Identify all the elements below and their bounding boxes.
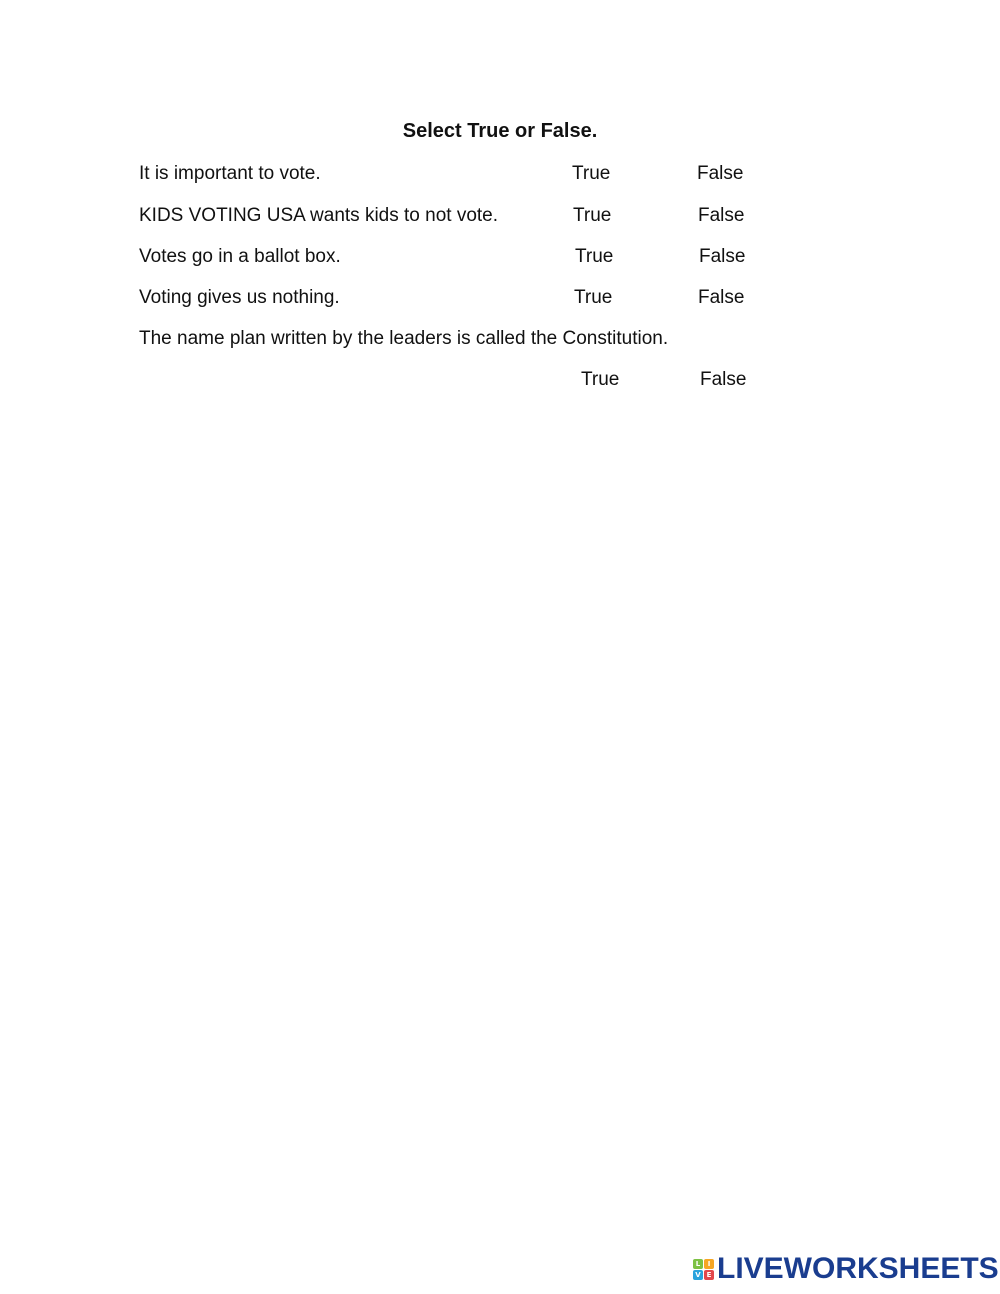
question-text: Voting gives us nothing. (139, 287, 340, 308)
false-option[interactable]: False (697, 163, 744, 184)
false-option[interactable]: False (698, 205, 745, 226)
question-row-1 (0, 161, 1000, 187)
true-option[interactable]: True (574, 287, 613, 308)
question-text: Votes go in a ballot box. (139, 246, 341, 267)
true-option[interactable]: True (573, 205, 612, 226)
liveworksheets-logo (693, 1252, 999, 1286)
true-option[interactable]: True (572, 163, 611, 184)
question-row-2 (0, 203, 1000, 229)
true-option[interactable]: True (575, 246, 614, 267)
worksheet-title: Select True or False. (402, 120, 598, 142)
logo-text: LIVEWORKSHEETS (717, 1252, 999, 1285)
logo-mark-letter: L (693, 1259, 703, 1269)
question-row-5-options (0, 367, 1000, 393)
logo-mark-letter: I (704, 1259, 714, 1269)
logo-mark-letter: E (704, 1270, 714, 1280)
question-text: It is important to vote. (139, 163, 321, 184)
question-text: The name plan written by the leaders is called the Constitution. (139, 328, 669, 349)
false-option[interactable]: False (700, 369, 747, 390)
logo-mark-letter: V (693, 1270, 703, 1280)
logo-mark-icon (693, 1259, 714, 1280)
question-row-3 (0, 244, 1000, 270)
question-row-4 (0, 285, 1000, 311)
true-option[interactable]: True (581, 369, 620, 390)
false-option[interactable]: False (699, 246, 746, 267)
false-option[interactable]: False (698, 287, 745, 308)
question-row-5 (0, 326, 1000, 352)
question-text: KIDS VOTING USA wants kids to not vote. (139, 205, 499, 226)
